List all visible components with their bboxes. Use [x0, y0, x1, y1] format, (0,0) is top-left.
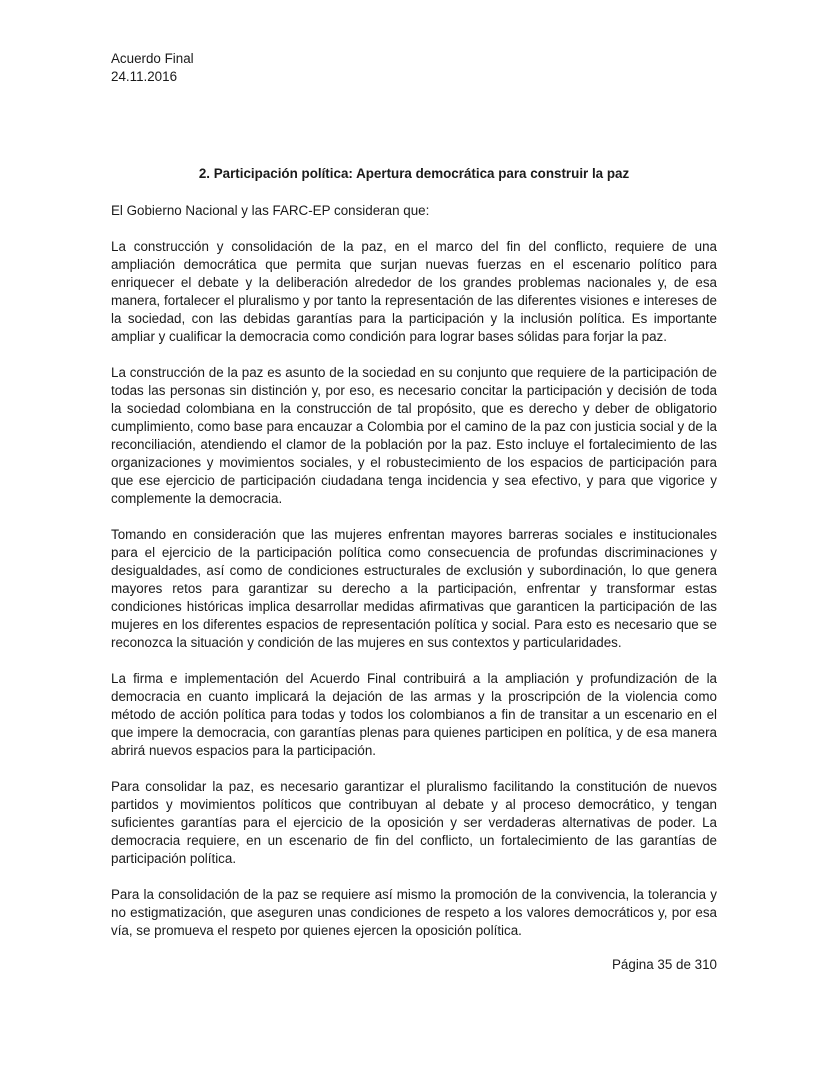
section-title: 2. Participación política: Apertura democrática para construir la paz [198, 166, 630, 181]
document-header [111, 50, 194, 86]
document-body [111, 202, 717, 958]
paragraph: La construcción y consolidación de la paz, en el marco del fin del conflicto, requiere de una ampliación democrática que permita que surjan nuevas fuerzas en el escenario político para enriquecer el debate y la deliberación alrededor de los grandes problemas nacionales y, de esa manera, fortalecer el pluralismo y por tanto la representación de las diferentes visiones e intereses de la sociedad, con las debidas garantías para la participación y la inclusión política. Es importante ampliar y cualificar la democracia como condición para lograr bases sólidas para forjar la paz. [111, 239, 717, 344]
paragraph: Para la consolidación de la paz se requiere así mismo la promoción de la convivencia, la tolerancia y no estigmatización, que aseguren unas condiciones de respeto a los valores democráticos y, por esa vía, se promueva el respeto por quienes ejercen la oposición política. [111, 887, 717, 938]
document-title: Acuerdo Final [111, 51, 194, 66]
paragraph: La firma e implementación del Acuerdo Final contribuirá a la ampliación y profundización de la democracia en cuanto implicará la dejación de las armas y la proscripción de la violencia como método de acción política para todas y todos los colombianos a fin de transitar a un escenario en el que impere la democracia, con garantías plenas para quienes participen en política, y de esa manera abrirá nuevos espacios para la participación. [111, 671, 717, 758]
document-date: 24.11.2016 [111, 69, 178, 84]
paragraph-intro: El Gobierno Nacional y las FARC-EP consideran que: [111, 203, 430, 218]
paragraph: La construcción de la paz es asunto de la sociedad en su conjunto que requiere de la participación de todas las personas sin distinción y, por eso, es necesario concitar la participación y decisión de toda la sociedad colombiana en la construcción de tal propósito, que es derecho y deber de obligatorio cumplimiento, como base para encauzar a Colombia por el camino de la paz con justicia social y de la reconciliación, atendiendo el clamor de la población por la paz. Esto incluye el fortalecimiento de las organizaciones y movimientos sociales, y el robustecimiento de los espacios de participación para que ese ejercicio de participación ciudadana tenga incidencia y sea efectivo, y para que vigorice y complemente la democracia. [111, 365, 717, 506]
page-number: Página 35 de 310 [612, 957, 717, 972]
paragraph: Tomando en consideración que las mujeres enfrentan mayores barreras sociales e institucionales para el ejercicio de la participación política como consecuencia de profundas discriminaciones y desigualdades, así como de condiciones estructurales de exclusión y subordinación, lo que genera mayores retos para garantizar su derecho a la participación, enfrentar y transformar estas condiciones históricas implica desarrollar medidas afirmativas que garanticen la participación de las mujeres en los diferentes espacios de representación política y social. Para esto es necesario que se reconozca la situación y condición de las mujeres en sus contextos y particularidades. [111, 527, 717, 650]
paragraph: Para consolidar la paz, es necesario garantizar el pluralismo facilitando la constitución de nuevos partidos y movimientos políticos que contribuyan al debate y al proceso democrático, y tengan suficientes garantías para el ejercicio de la oposición y ser verdaderas alternativas de poder. La democracia requiere, en un escenario de fin del conflicto, un fortalecimiento de las garantías de participación política. [111, 779, 717, 866]
